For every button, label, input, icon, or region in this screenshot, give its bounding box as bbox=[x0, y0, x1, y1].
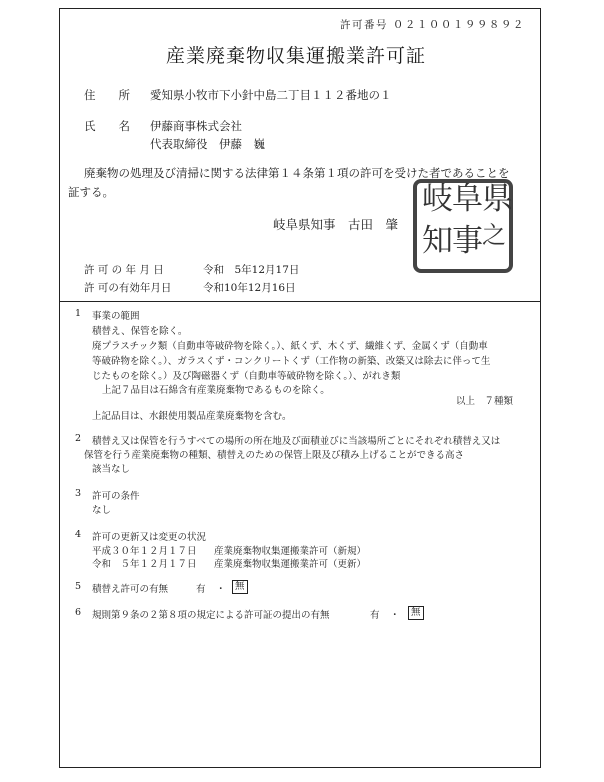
section-4-row-2-text: 産業廃棄物収集運搬業許可（更新） bbox=[214, 559, 367, 570]
section-2-line-1: 積替え又は保管を行うすべての場所の所在地及び面積並びに当該場所ごとにそれぞれ積替え又は bbox=[92, 436, 501, 447]
certification-line-2: 証する。 bbox=[68, 185, 114, 199]
section-3-title: 許可の条件 bbox=[92, 491, 140, 502]
section-3-value: なし bbox=[92, 505, 112, 516]
section-5-title: 積替え許可の有無 bbox=[92, 584, 169, 595]
name-label: 氏 名 bbox=[84, 119, 130, 133]
section-1-line-1: 積替え、保管を除く。 bbox=[92, 326, 188, 337]
seal-char: 知 bbox=[422, 223, 453, 259]
representative-name: 代表取締役 伊藤 巍 bbox=[150, 137, 265, 151]
section-2-line-2: 保管を行う産業廃棄物の種類、積替えのための保管上限及び積み上げることができる高さ bbox=[84, 450, 465, 461]
seal-char: 岐 bbox=[422, 181, 453, 217]
section-1-line-5: 上記７品目は石綿含有産業廃棄物であるものを除く。 bbox=[102, 385, 330, 396]
section-1-number: 1 bbox=[75, 308, 82, 319]
seal-char: 県 bbox=[482, 181, 513, 217]
expiry-date-value: 令和10年12月16日 bbox=[203, 282, 296, 294]
page-title: 産業廃棄物収集運搬業許可証 bbox=[166, 45, 427, 67]
section-2-line-3: 該当なし bbox=[92, 464, 131, 475]
company-name: 伊藤商事株式会社 bbox=[150, 119, 242, 133]
section-2-number: 2 bbox=[75, 433, 82, 444]
section-5-no-box bbox=[232, 580, 248, 594]
section-4-row-1-text: 産業廃棄物収集運搬業許可（新規） bbox=[214, 546, 367, 557]
section-1-note: 上記品目は、水銀使用製品産業廃棄物を含む。 bbox=[92, 411, 292, 422]
section-6-yes: 有 bbox=[370, 610, 380, 621]
issuer-signature: 岐阜県知事 古田 肇 bbox=[273, 217, 399, 232]
official-seal bbox=[412, 178, 514, 274]
section-6-no-box bbox=[408, 606, 424, 620]
section-divider bbox=[59, 301, 541, 302]
address-value: 愛知県小牧市下小針中島二丁目１１２番地の１ bbox=[150, 88, 392, 102]
permit-number: 許可番号 ０２１００１９９８９２ bbox=[340, 19, 525, 31]
section-4-title: 許可の更新又は変更の状況 bbox=[92, 532, 207, 543]
section-6-dot: ・ bbox=[390, 610, 400, 621]
seal-char: 事 bbox=[452, 223, 483, 259]
certification-line-1: 廃棄物の処理及び清掃に関する法律第１４条第１項の許可を受けた者であることを bbox=[84, 166, 510, 180]
address-label: 住 所 bbox=[84, 88, 130, 102]
section-5-dot: ・ bbox=[216, 584, 226, 595]
section-6-number: 6 bbox=[75, 607, 82, 618]
expiry-date-label: 許 可の有効年月日 bbox=[84, 282, 172, 294]
section-4-number: 4 bbox=[75, 529, 82, 540]
section-3-number: 3 bbox=[75, 488, 82, 499]
section-1-title: 事業の範囲 bbox=[92, 311, 140, 322]
section-4-row-1-date: 平成３０年１２月１７日 bbox=[92, 546, 197, 557]
section-6-no: 無 bbox=[408, 606, 424, 620]
seal-char: 阜 bbox=[452, 181, 483, 217]
section-1-line-3: 等破砕物を除く。）、ガラスくず・コンクリートくず（工作物の新築、改築又は除去に伴って生 bbox=[92, 356, 491, 367]
permit-date-label: 許 可 の 年 月 日 bbox=[84, 264, 164, 276]
section-6-title: 規則第９条の２第８項の規定による許可証の提出の有無 bbox=[92, 610, 330, 621]
section-5-no: 無 bbox=[232, 580, 248, 594]
section-5-number: 5 bbox=[75, 581, 82, 592]
section-1-count: 以上 ７種類 bbox=[456, 396, 514, 407]
section-5-yes: 有 bbox=[196, 584, 206, 595]
permit-date-value: 令和 5年12月17日 bbox=[203, 264, 300, 276]
section-1-line-2: 廃プラスチック類（自動車等破砕物を除く。）、紙くず、木くず、繊維くず、金属くず（自動車 bbox=[92, 341, 488, 352]
section-1-line-4: じたものを除く。）及び陶磁器くず（自動車等破砕物を除く。）、がれき類 bbox=[92, 371, 401, 382]
seal-char: 之 bbox=[482, 221, 506, 249]
section-4-row-2-date: 令和 ５年１２月１７日 bbox=[92, 559, 197, 570]
